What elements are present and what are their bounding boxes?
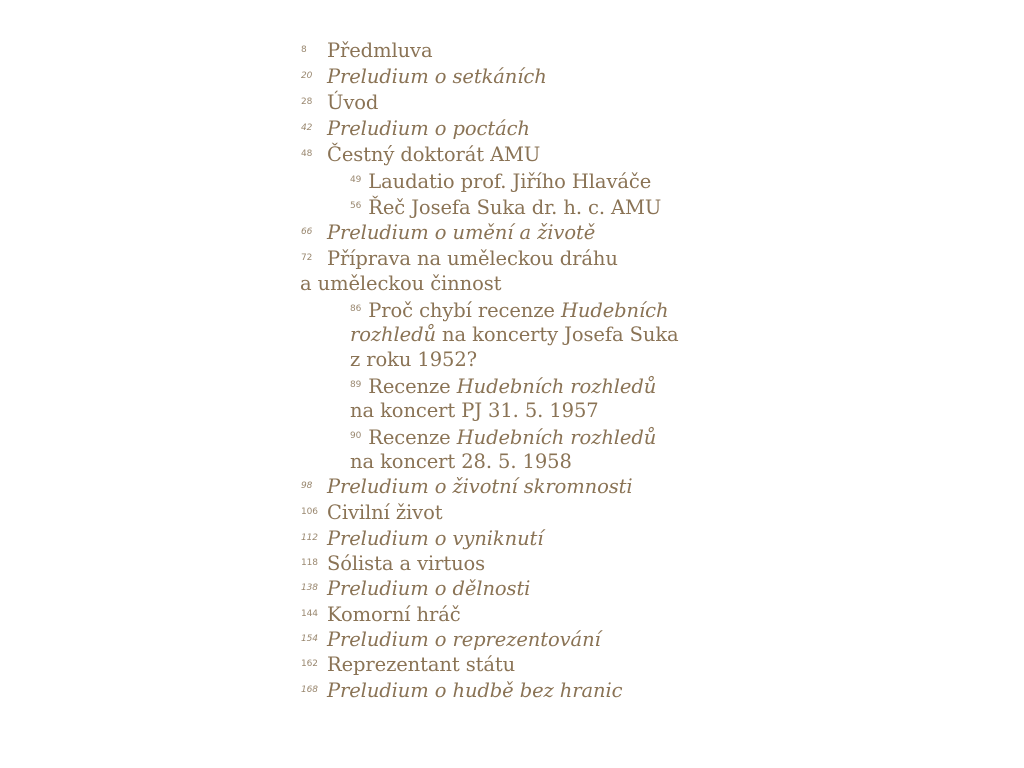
page-number: 56 (350, 201, 362, 211)
entry-title: Preludium o vyniknutí (327, 527, 544, 550)
toc-entry (301, 652, 516, 677)
toc-entry (301, 576, 531, 601)
page-number: 86 (350, 304, 362, 314)
page-number: 162 (301, 659, 318, 669)
toc-entry (301, 38, 433, 63)
page-number: 90 (350, 431, 362, 441)
entry-title: Preludium o reprezentování (327, 628, 601, 651)
entry-title-italic: Hudebních rozhledů (456, 375, 657, 398)
entry-title: na koncert PJ 31. 5. 1957 (350, 399, 599, 422)
entry-title: Řeč Josefa Suka dr. h. c. AMU (368, 196, 662, 219)
toc-subentry-continuation (350, 398, 599, 423)
toc-subentry (350, 373, 656, 399)
toc-entry (301, 678, 623, 703)
entry-title: na koncerty Josefa Suka (435, 323, 679, 346)
entry-title: Preludium o poctách (327, 117, 530, 140)
toc-entry (301, 64, 547, 89)
entry-title: Čestný doktorát AMU (327, 143, 541, 166)
entry-title-continuation: a uměleckou činnost (300, 272, 502, 295)
page-number: 154 (301, 634, 318, 644)
entry-title: Recenze (368, 426, 457, 449)
toc-entry (301, 116, 530, 141)
entry-title: Preludium o umění a životě (327, 221, 596, 244)
entry-title: Recenze (368, 375, 457, 398)
entry-title-italic: rozhledů (350, 323, 436, 346)
entry-title: Proč chybí recenze (368, 299, 561, 322)
entry-title: Komorní hráč (327, 603, 461, 626)
toc-subentry (350, 424, 656, 450)
entry-title: Preludium o životní skromnosti (327, 475, 633, 498)
entry-title: Laudatio prof. Jiřího Hlaváče (368, 170, 652, 193)
entry-title: Příprava na uměleckou dráhu (327, 247, 618, 270)
toc-entry (301, 526, 544, 551)
entry-title: z roku 1952? (350, 348, 477, 371)
toc-entry (301, 627, 601, 652)
page-number: 106 (301, 507, 318, 517)
entry-title: Sólista a virtuos (327, 552, 486, 575)
toc-subentry-continuation (350, 449, 572, 474)
entry-title: Úvod (327, 91, 379, 114)
page-number: 168 (301, 685, 318, 695)
toc-entry (301, 220, 596, 245)
toc-entry (301, 90, 379, 115)
entry-title: Preludium o dělnosti (327, 577, 531, 600)
toc-entry (301, 602, 461, 627)
entry-title-italic: Hudebních (560, 299, 669, 322)
page-number: 98 (301, 481, 313, 491)
entry-title: Reprezentant státu (327, 653, 516, 676)
page-number: 48 (301, 149, 313, 159)
entry-title: Preludium o hudbě bez hranic (327, 679, 623, 702)
page-number: 66 (301, 227, 313, 237)
entry-title: Preludium o setkáních (327, 65, 547, 88)
toc-entry (301, 142, 541, 167)
entry-title: na koncert 28. 5. 1958 (350, 450, 572, 473)
toc-entry (301, 474, 633, 499)
page-number: 20 (301, 71, 313, 81)
toc-subentry (350, 194, 661, 220)
entry-title: Předmluva (327, 39, 433, 62)
page-number: 28 (301, 97, 313, 107)
page-number: 8 (301, 45, 307, 55)
page-number: 144 (301, 609, 318, 619)
toc-entry-continuation (300, 271, 501, 296)
entry-title-italic: Hudebních rozhledů (456, 426, 657, 449)
page-number: 138 (301, 583, 318, 593)
toc-entry (301, 551, 486, 576)
page-number: 72 (301, 253, 313, 263)
toc-entry (301, 500, 443, 525)
toc-subentry-continuation (350, 347, 477, 372)
toc-subentry-continuation (350, 322, 679, 347)
page-number: 42 (301, 123, 313, 133)
page-number: 118 (301, 558, 318, 568)
toc-entry (301, 246, 618, 271)
toc-subentry (350, 168, 651, 194)
page-number: 112 (301, 533, 318, 543)
toc-subentry (350, 297, 668, 323)
page-number: 89 (350, 380, 362, 390)
entry-title: Civilní život (327, 501, 443, 524)
page-number: 49 (350, 175, 362, 185)
